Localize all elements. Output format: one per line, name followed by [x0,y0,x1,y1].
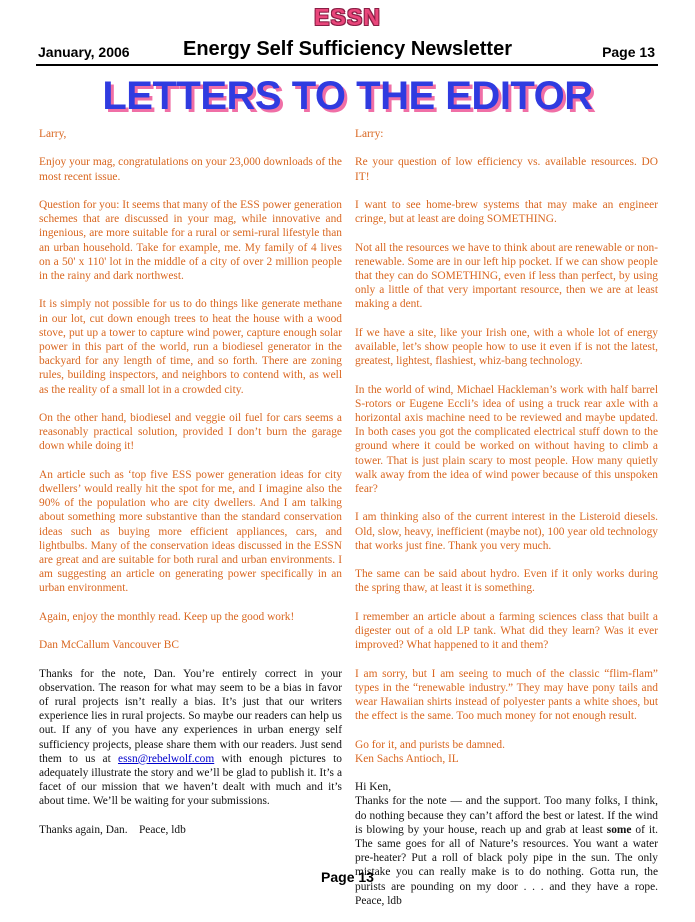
footer-page-number: Page 13 [321,869,374,885]
reply-text: Thanks for the note, Dan. You’re entirely correct in your observation. The reason for what may seem to be a bias in favor of rural projects isn’t really a bias. It’s just that our writers experience lies in rural projects. So maybe our readers can help us out. If any of you have any experiences in urban energy self sufficiency projects, please share them with our readers. Just send them to us at [39,667,342,765]
letter-signature: Ken Sachs Antioch, IL [355,752,459,765]
letter-paragraph: An article such as ‘top five ESS power generation ideas for city dwellers’ would really hit the spot for me, and I imagine also the 90% of the population who are city dwellers. And I am talking about something more substantive than the standard conservation ideas such as buying more efficient appliances, cars, and lightbulbs. Many of the conservation ideas discussed in the ESSN are great and are suitable for both rural and urban environments. I am suggesting an article on generating power specifically in an urban environment. [39,468,342,595]
editor-reply [39,667,342,809]
letter-paragraph: Enjoy your mag, congratulations on your 23,000 downloads of the most recent issue. [39,156,342,183]
letter-paragraph: I remember an article about a farming sciences class that built a digester out of a old LP tank. What did they learn? Was it ever improved? What happened to it and them? [355,610,658,652]
reply-text: Thanks for the note — and the support. Too many folks, I think, do nothing because they can’t afford the best or latest. If the wind is blowing by your house, reach up and grab at least [355,795,661,836]
letter-paragraph: Not all the resources we have to think about are renewable or non-renewable. Some are in our left hip pocket. If we can show people that they can do SOMETHING, even if less than perfect, by using only a little of that very important resource, then we are at least making a dent. [355,241,659,311]
letter-paragraph: Again, enjoy the monthly read. Keep up the good work! [39,610,295,623]
issue-date: January, 2006 [38,44,130,60]
left-column [39,127,342,851]
letter-salutation: Larry, [39,128,67,140]
reply-greeting: Hi Ken, [355,781,392,794]
masthead-logo: ESSN [314,4,381,30]
letter-paragraph: Re your question of low efficiency vs. available resources. DO IT! [355,156,658,183]
email-link[interactable]: essn@rebelwolf.com [118,752,215,765]
letter-paragraph: The same can be said about hydro. Even if it only works during the spring thaw, at least it is something. [355,568,658,595]
letter-paragraph: It is simply not possible for us to do things like generate methane in our lot, cut down enough trees to heat the house with a wood stove, put up a tower to capture wind power, capture enough solar power in this part of the world, run a biodiesel generator in the backyard for any length of time, and so forth. There are zoning rules, building inspectors, and neighbors to contend with, as well as the reality of a small lot in a crowded city. [39,298,342,396]
header-divider [36,64,658,66]
section-banner: LETTERS TO THE EDITOR [102,74,593,118]
closing-line: Go for it, and purists be damned. [355,738,505,751]
letter-paragraph: I am sorry, but I am seeing to much of the classic “flim-flam” types in the “renewable industry.” They may have pony tails and wear Hawaiian shirts instead of polyester pants a white shoes, but the effect is the same. Too much money for not enough result. [355,667,658,723]
letter-paragraph: I am thinking also of the current interest in the Listeroid diesels. Old, slow, heavy, inefficient (maybe not), 100 year old technology that works just fine. Thank you very much. [355,511,658,552]
reply-text: with enough pictures to adequately illustrate the story and we’ll be glad to publish it. It’s a facet of our mission that we haven’t dealt with much and it’s about time. We’ll be waiting for your submissions. [39,752,342,808]
letter-paragraph: If we have a site, like your Irish one, with a whole lot of energy available, let’s show people how to use it even if is not the latest, greatest, lightest, flashiest, whiz-bang technology. [355,326,658,368]
letter-paragraph: In the world of wind, Michael Hackleman’s work with half barrel S-rotors or Eugene Eccli’s idea of using a truck rear axle with a horizontal axis machine need to be reviewed and maybe updated. In both cases you got the complicated electrical stuff down to the ground where it could be worked on without having to climb a tower. That is just plain scary to most people. How many quietly walk away from the idea of wind power because of this unspoken fear? [355,383,658,495]
letter-signature: Dan McCallum Vancouver BC [39,639,179,652]
newsletter-title: Energy Self Sufficiency Newsletter [182,38,512,60]
letter-closing [355,738,658,766]
reply-emphasis: some [606,823,632,836]
letter-paragraph: On the other hand, biodiesel and veggie oil fuel for cars seems a reasonably practical solution, provided I don’t burn the garage down while doing it! [39,412,342,453]
letter-salutation: Larry: [355,128,384,140]
letter-paragraph: I want to see home-brew systems that may make an engineer cringe, but at least are doing SOMETHING. [355,198,658,226]
editor-signoff: Thanks again, Dan. Peace, ldb [39,823,186,836]
header-page-number: Page 13 [602,44,655,60]
editor-reply [355,780,670,908]
letter-paragraph: Question for you: It seems that many of the ESS power generation schemes that are discussed in your mag, while innovative and ingenious, are more suitable for a rural or semi-rural lifestyle than an urban household. Take for example, me. My family of 4 lives on a 50' x 110' lot in the middle of a city of over 2 million people in the rainy and dark northwest. [39,198,342,282]
right-column [355,127,670,922]
reply-text: of it. The same goes for all of Nature’s resources. You want a water pre-heater? Put a roll of black poly pipe in the sun. The only mistake you can really make is to do nothing. Gotta run, the purists are pounding on my door . . . and they have a rope. Peace, ldb [355,823,670,907]
